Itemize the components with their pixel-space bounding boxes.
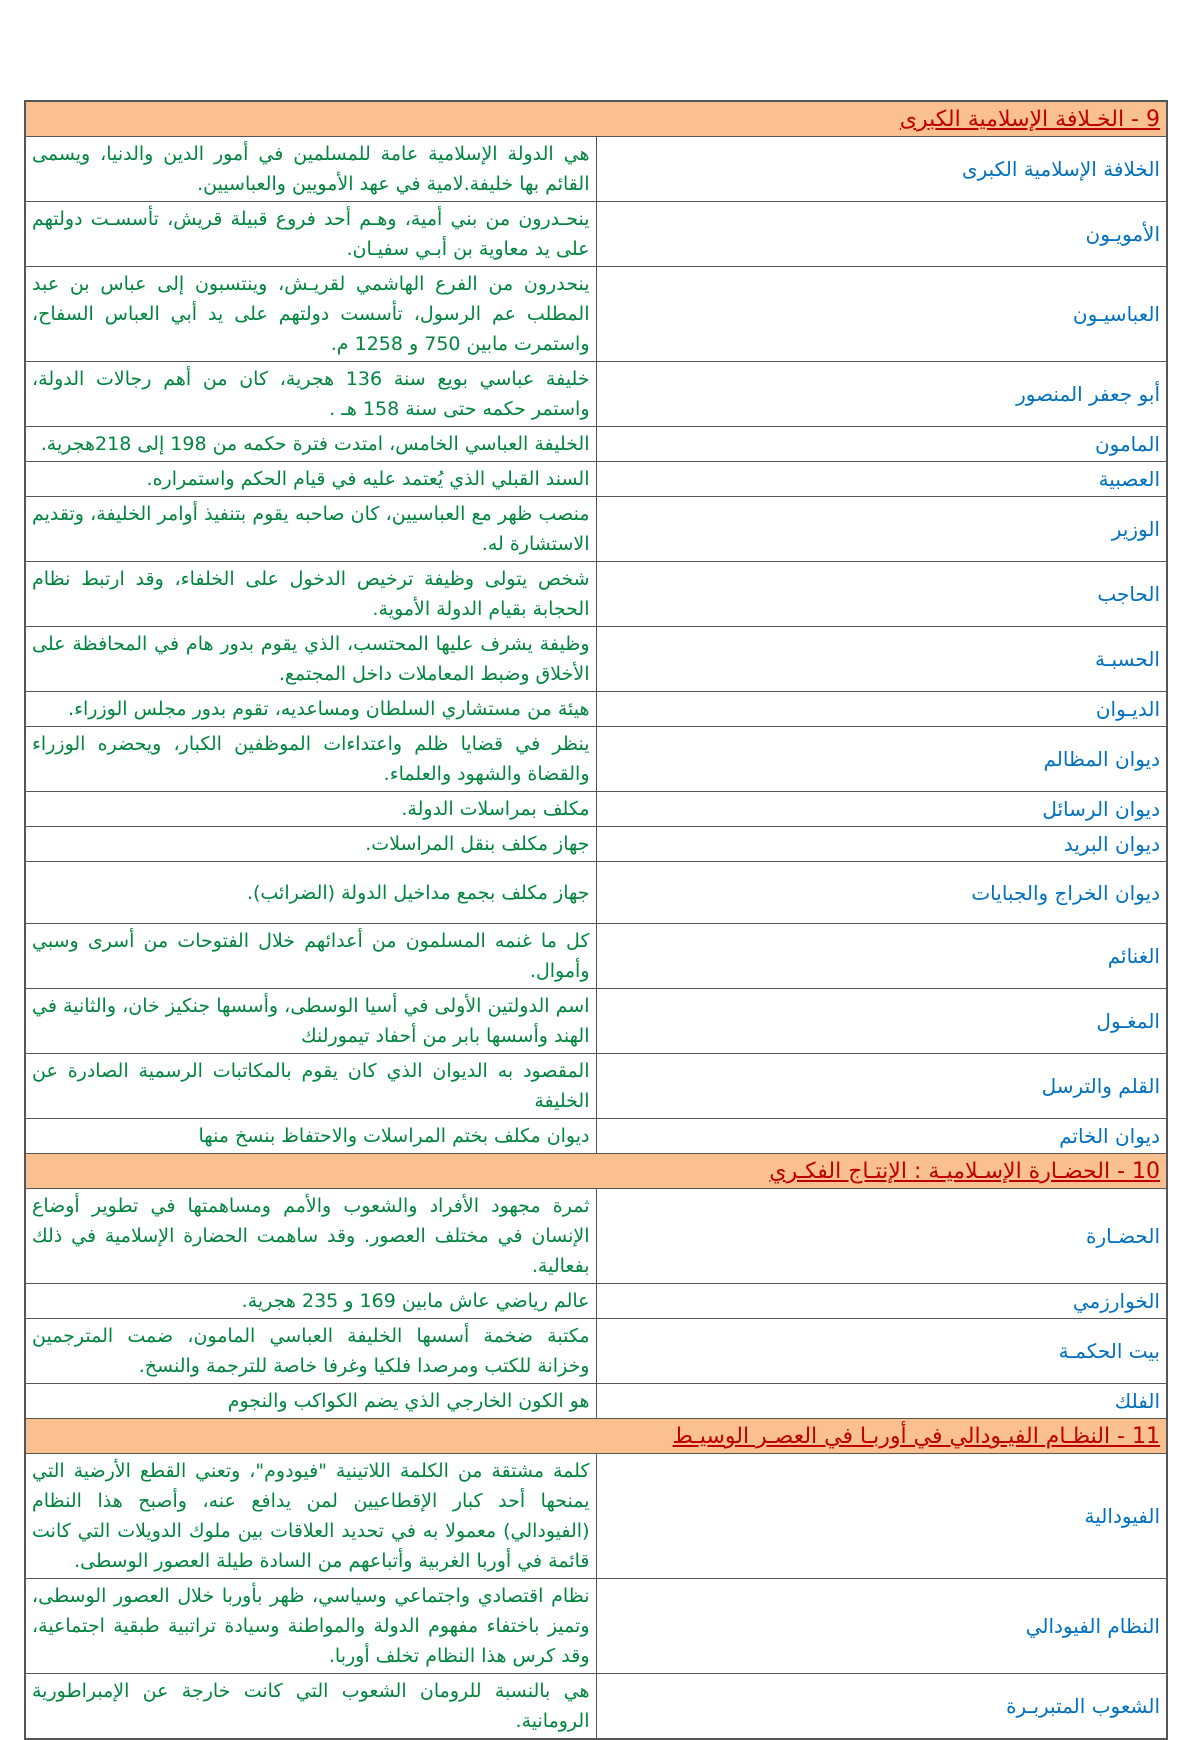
definition-cell: هو الكون الخارجي الذي يضم الكواكب والنجوم <box>25 1384 596 1419</box>
term-cell: ديوان الرسائل <box>596 792 1167 827</box>
section-title: 11 - النظـام الفيـودالي في أوربـا في العصـر الوسيـط <box>25 1419 1167 1454</box>
term-cell: الديـوان <box>596 692 1167 727</box>
definition-cell: مكتبة ضخمة أسسها الخليفة العباسي المامون، ضمت المترجمين وخزانة للكتب ومرصدا فلكيا وغرفا خاصة للترجمة والنسخ. <box>25 1319 596 1384</box>
table-row <box>25 267 1167 362</box>
term-cell: ديوان الخراج والجبايات <box>596 862 1167 924</box>
definition-cell: كل ما غنمه المسلمون من أعدائهم خلال الفتوحات من أسرى وسبي وأموال. <box>25 924 596 989</box>
definition-cell: هي الدولة الإسلامية عامة للمسلمين في أمور الدين والدنيا، ويسمى القائم بها خليفة.لامية في عهد الأمويين والعباسيين. <box>25 137 596 202</box>
term-cell: العصبية <box>596 462 1167 497</box>
term-cell: الخوارزمي <box>596 1284 1167 1319</box>
table-row <box>25 362 1167 427</box>
table-row <box>25 792 1167 827</box>
table-row <box>25 427 1167 462</box>
table-row <box>25 497 1167 562</box>
term-cell: بيت الحكمـة <box>596 1319 1167 1384</box>
term-cell: المغـول <box>596 989 1167 1054</box>
table-row <box>25 562 1167 627</box>
definition-cell: اسم الدولتين الأولى في أسيا الوسطى، وأسسها جنكيز خان، والثانية في الهند وأسسها بابر من أحفاد تيمورلنك <box>25 989 596 1054</box>
term-cell: المامون <box>596 427 1167 462</box>
term-cell: ديوان الخاتم <box>596 1119 1167 1154</box>
definition-cell: المقصود به الديوان الذي كان يقوم بالمكاتبات الرسمية الصادرة عن الخليفة <box>25 1054 596 1119</box>
definition-cell: ثمرة مجهود الأفراد والشعوب والأمم ومساهمتها في تطوير أوضاع الإنسان في مختلف العصور. وقد ساهمت الحضارة الإسلامية في ذلك بفعالية. <box>25 1189 596 1284</box>
table-row <box>25 627 1167 692</box>
section-header <box>25 1154 1167 1189</box>
glossary-sheet <box>24 100 1168 1740</box>
definition-cell: خليفة عباسي بويع سنة 136 هجرية، كان من أهم رجالات الدولة، واستمر حكمه حتى سنة 158 هـ . <box>25 362 596 427</box>
term-cell: الشعوب المتبربـرة <box>596 1674 1167 1740</box>
term-cell: الفلك <box>596 1384 1167 1419</box>
term-cell: العباسيـون <box>596 267 1167 362</box>
term-cell: ديوان البريد <box>596 827 1167 862</box>
definition-cell: عالم رياضي عاش مابين 169 و 235 هجرية. <box>25 1284 596 1319</box>
term-cell: الأمويـون <box>596 202 1167 267</box>
table-row <box>25 1189 1167 1284</box>
table-row <box>25 924 1167 989</box>
term-cell: القلم والترسل <box>596 1054 1167 1119</box>
section-title: 10 - الحضـارة الإسـلاميـة : الإنتـاج الفكـري <box>25 1154 1167 1189</box>
table-row <box>25 1119 1167 1154</box>
definition-cell: جهاز مكلف بجمع مداخيل الدولة (الضرائب). <box>25 862 596 924</box>
section-header <box>25 101 1167 137</box>
table-row <box>25 727 1167 792</box>
term-cell: الغنائم <box>596 924 1167 989</box>
definition-cell: مكلف بمراسلات الدولة. <box>25 792 596 827</box>
table-row <box>25 1454 1167 1579</box>
term-cell: ديوان المظالم <box>596 727 1167 792</box>
term-cell: الحسبـة <box>596 627 1167 692</box>
definition-cell: هيئة من مستشاري السلطان ومساعديه، تقوم بدور مجلس الوزراء. <box>25 692 596 727</box>
table-row <box>25 862 1167 924</box>
table-row <box>25 827 1167 862</box>
table-row <box>25 202 1167 267</box>
term-cell: الحضـارة <box>596 1189 1167 1284</box>
table-row <box>25 1054 1167 1119</box>
definition-cell: هي بالنسبة للرومان الشعوب التي كانت خارجة عن الإمبراطورية الرومانية. <box>25 1674 596 1740</box>
table-row <box>25 1579 1167 1674</box>
definition-cell: نظام اقتصادي واجتماعي وسياسي، ظهر بأوربا خلال العصور الوسطى، وتميز باختفاء مفهوم الدولة والمواطنة وسيادة تراتبية طبقية اجتماعية، وقد كرس هذا النظام تخلف أوربا. <box>25 1579 596 1674</box>
term-cell: الوزير <box>596 497 1167 562</box>
definition-cell: الخليفة العباسي الخامس، امتدت فترة حكمه من 198 إلى 218هجرية. <box>25 427 596 462</box>
definition-cell: السند القبلي الذي يُعتمد عليه في قيام الحكم واستمراره. <box>25 462 596 497</box>
term-cell: الفيودالية <box>596 1454 1167 1579</box>
definition-cell: منصب ظهر مع العباسيين، كان صاحبه يقوم بتنفيذ أوامر الخليفة، وتقديم الاستشارة له. <box>25 497 596 562</box>
table-row <box>25 462 1167 497</box>
definition-cell: وظيفة يشرف عليها المحتسب، الذي يقوم بدور هام في المحافظة على الأخلاق وضبط المعاملات داخل المجتمع. <box>25 627 596 692</box>
term-cell: أبو جعفر المنصور <box>596 362 1167 427</box>
definition-cell: ينحدرون من الفرع الهاشمي لقريـش، وينتسبون إلى عباس بن عبد المطلب عم الرسول، تأسست دولتهم على يد أبي العباس السفاح، واستمرت مابين 750 و 1258 م. <box>25 267 596 362</box>
table-row <box>25 1384 1167 1419</box>
term-cell: الخلافة الإسلامية الكبرى <box>596 137 1167 202</box>
table-row <box>25 692 1167 727</box>
definition-cell: شخص يتولى وظيفة ترخيص الدخول على الخلفاء، وقد ارتبط نظام الحجابة بقيام الدولة الأموية. <box>25 562 596 627</box>
section-header <box>25 1419 1167 1454</box>
glossary-table <box>24 100 1168 1740</box>
term-cell: النظام الفيودالي <box>596 1579 1167 1674</box>
table-row <box>25 1319 1167 1384</box>
glossary-body <box>25 101 1167 1739</box>
definition-cell: ديوان مكلف بختم المراسلات والاحتفاظ بنسخ منها <box>25 1119 596 1154</box>
table-row <box>25 1674 1167 1740</box>
table-row <box>25 1284 1167 1319</box>
definition-cell: ينحـدرون من بني أمية، وهـم أحد فروع قبيلة قريش، تأسسـت دولتهم على يد معاوية بن أبـي سفيـان. <box>25 202 596 267</box>
definition-cell: كلمة مشتقة من الكلمة اللاتينية "فيودوم"، وتعني القطع الأرضية التي يمنحها أحد كبار الإقطاعيين لمن يدافع عنه، وأصبح هذا النظام (الفيودالي) معمولا به في تحديد العلاقات بين ملوك الدويلات التي كانت قائمة في أوربا الغربية وأتباعهم من السادة طيلة العصور الوسطى. <box>25 1454 596 1579</box>
term-cell: الحاجب <box>596 562 1167 627</box>
table-row <box>25 989 1167 1054</box>
definition-cell: ينظر في قضايا ظلم واعتداءات الموظفين الكبار، ويحضره الوزراء والقضاة والشهود والعلماء. <box>25 727 596 792</box>
definition-cell: جهاز مكلف بنقل المراسلات. <box>25 827 596 862</box>
section-title: 9 - الخـلافة الإسلامية الكبرى <box>25 101 1167 137</box>
table-row <box>25 137 1167 202</box>
